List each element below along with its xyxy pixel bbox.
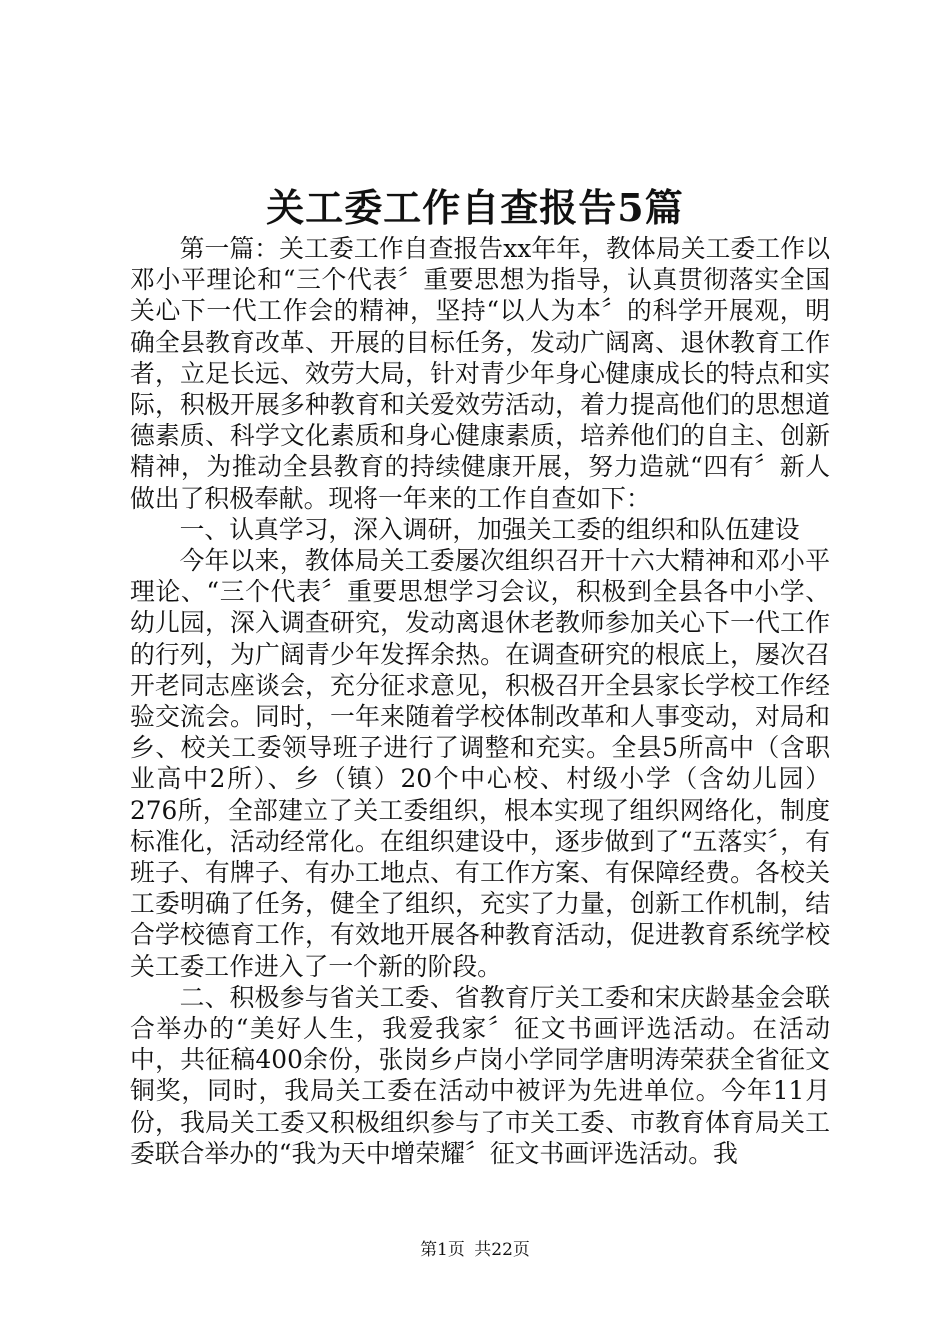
page-number: 第1页 — [420, 1240, 465, 1260]
document-title: 关工委工作自查报告5篇 — [266, 185, 684, 230]
page-footer — [0, 1238, 950, 1262]
paragraph-intro: 第一篇：关工委工作自查报告xx年年，教体局关工委工作以邓小平理论和“三个代表〞重要思想为指导，认真贯彻落实全国关心下一代工作会的精神，坚持“以人为本〞的科学开展观，明确全县教育改革、开展的目标任务，发动广阔离、退休教育工作者，立足长远、效劳大局，针对青少年身心健康成长的特点和实际，积极开展多种教育和关爱效劳活动，着力提高他们的思想道德素质、科学文化素质和身心健康素质，培养他们的自主、创新精神，为推动全县教育的持续健康开展，努力造就“四有〞新人做出了积极奉献。现将一年来的工作自查如下： — [130, 234, 830, 513]
section-heading-1: 一、认真学习，深入调研，加强关工委的组织和队伍建设 — [179, 514, 800, 544]
paragraph-section-2: 二、积极参与省关工委、省教育厅关工委和宋庆龄基金会联合举办的“美好人生，我爱我家〞征文书画评选活动。在活动中，共征稿400余份，张岗乡卢岗小学同学唐明涛荣获全省征文铜奖，同时，我局关工委在活动中被评为先进单位。今年11月份，我局关工委又积极组织参与了市关工委、市教育体育局关工委联合举办的“我为天中增荣耀〞征文书画评选活动。我 — [130, 982, 830, 1168]
page-total: 共22页 — [474, 1240, 530, 1260]
paragraph-section-1: 今年以来，教体局关工委屡次组织召开十六大精神和邓小平理论、“三个代表〞重要思想学习会议，积极到全县各中小学、幼儿园，深入调查研究，发动离退休老教师参加关心下一代工作的行列，为广阔青少年发挥余热。在调查研究的根底上，屡次召开老同志座谈会，充分征求意见，积极召开全县家长学校工作经验交流会。同时，一年来随着学校体制改革和人事变动，对局和乡、校关工委领导班子进行了调整和充实。全县5所高中（含职业高中2所）、乡（镇）20个中心校、村级小学（含幼儿园）276所，全部建立了关工委组织，根本实现了组织网络化，制度标准化，活动经常化。在组织建设中，逐步做到了“五落实〞，有班子、有牌子、有办工地点、有工作方案、有保障经费。各校关工委明确了任务，健全了组织，充实了力量，创新工作机制，结合学校德育工作，有效地开展各种教育活动，促进教育系统学校关工委工作进入了一个新的阶段。 — [130, 546, 830, 981]
document-body — [130, 233, 830, 1169]
